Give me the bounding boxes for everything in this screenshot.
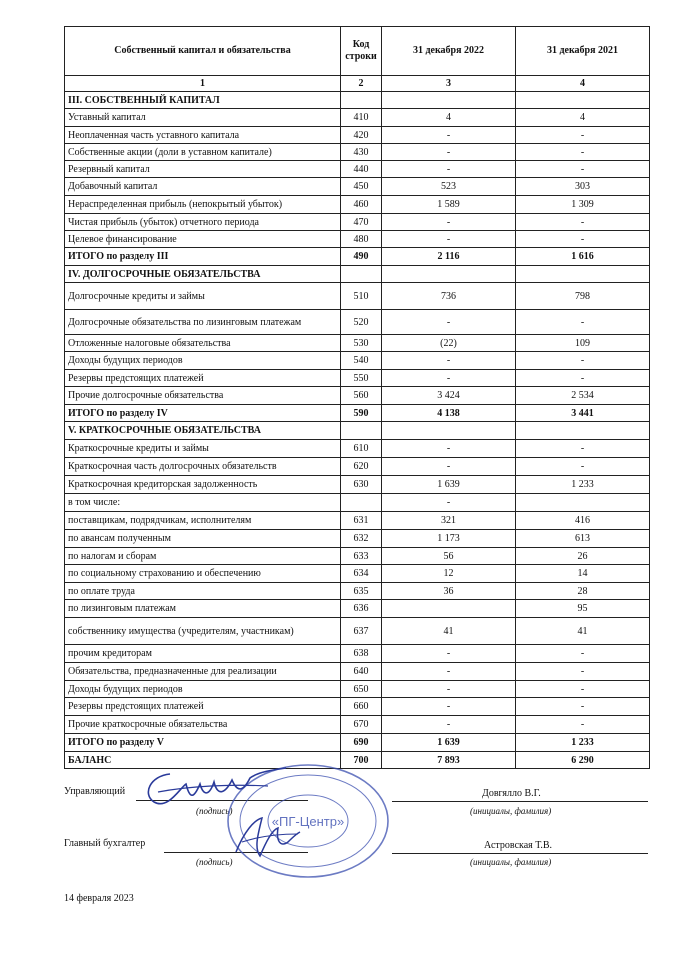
table-row	[65, 231, 650, 248]
table-row	[65, 422, 650, 440]
row-code	[341, 266, 382, 283]
row-code: 510	[341, 283, 382, 310]
table-row	[65, 734, 650, 752]
balance-table	[64, 26, 650, 769]
row-code: 520	[341, 310, 382, 335]
row-code: 560	[341, 387, 382, 405]
row-name: Уставный капитал	[65, 109, 341, 127]
row-value-2022: (22)	[382, 335, 516, 352]
table-row	[65, 458, 650, 476]
row-value-2021	[516, 92, 650, 109]
row-code: 440	[341, 161, 382, 178]
row-name: Краткосрочные кредиты и займы	[65, 440, 341, 458]
table-row	[65, 266, 650, 283]
row-name: Чистая прибыль (убыток) отчетного периода	[65, 214, 341, 231]
row-value-2022: 523	[382, 178, 516, 196]
row-value-2022: 41	[382, 618, 516, 645]
table-row	[65, 565, 650, 583]
row-code: 490	[341, 248, 382, 266]
row-value-2021: 14	[516, 565, 650, 583]
row-value-2021: -	[516, 127, 650, 144]
table-row	[65, 161, 650, 178]
table-body	[65, 92, 650, 769]
row-name: IV. ДОЛГОСРОЧНЫЕ ОБЯЗАТЕЛЬСТВА	[65, 266, 341, 283]
column-number-row	[65, 76, 650, 92]
row-value-2022: -	[382, 352, 516, 370]
row-name: Добавочный капитал	[65, 178, 341, 196]
row-value-2022: 7 893	[382, 752, 516, 769]
row-code: 634	[341, 565, 382, 583]
table-row	[65, 370, 650, 387]
row-name: ИТОГО по разделу IV	[65, 405, 341, 422]
row-value-2022: -	[382, 716, 516, 734]
table-row	[65, 127, 650, 144]
row-code	[341, 494, 382, 512]
row-value-2021: -	[516, 231, 650, 248]
row-code: 640	[341, 663, 382, 681]
row-value-2021: 303	[516, 178, 650, 196]
row-name: Доходы будущих периодов	[65, 681, 341, 698]
table-row	[65, 583, 650, 600]
table-row	[65, 178, 650, 196]
row-name: прочим кредиторам	[65, 645, 341, 663]
row-value-2021: 416	[516, 512, 650, 530]
header-2021: 31 декабря 2021	[516, 27, 650, 76]
row-code: 700	[341, 752, 382, 769]
row-code: 590	[341, 405, 382, 422]
row-value-2022: -	[382, 310, 516, 335]
row-value-2021: -	[516, 214, 650, 231]
row-name: Нераспределенная прибыль (непокрытый убыток)	[65, 196, 341, 214]
row-code: 540	[341, 352, 382, 370]
row-name: Краткосрочная часть долгосрочных обязательств	[65, 458, 341, 476]
table-row	[65, 681, 650, 698]
row-value-2022: -	[382, 698, 516, 716]
row-value-2022: -	[382, 231, 516, 248]
row-value-2021: 3 441	[516, 405, 650, 422]
table-row	[65, 645, 650, 663]
row-name: по лизинговым платежам	[65, 600, 341, 618]
row-value-2021: -	[516, 698, 650, 716]
row-name: Резервы предстоящих платежей	[65, 698, 341, 716]
row-value-2022: 2 116	[382, 248, 516, 266]
table-row	[65, 214, 650, 231]
row-code: 450	[341, 178, 382, 196]
header-name: Собственный капитал и обязательства	[65, 27, 341, 76]
table-row	[65, 663, 650, 681]
row-code: 660	[341, 698, 382, 716]
table-row	[65, 440, 650, 458]
row-value-2022: 321	[382, 512, 516, 530]
table-row	[65, 92, 650, 109]
row-code: 637	[341, 618, 382, 645]
row-code: 650	[341, 681, 382, 698]
row-name: Неоплаченная часть уставного капитала	[65, 127, 341, 144]
row-value-2022: 736	[382, 283, 516, 310]
row-value-2022	[382, 92, 516, 109]
row-code: 630	[341, 476, 382, 494]
row-name: Резервный капитал	[65, 161, 341, 178]
table-row	[65, 144, 650, 161]
row-value-2021: -	[516, 310, 650, 335]
row-value-2021: 613	[516, 530, 650, 548]
row-value-2021: -	[516, 440, 650, 458]
report-date: 14 февраля 2023	[64, 893, 134, 904]
row-name: Отложенные налоговые обязательства	[65, 335, 341, 352]
table-row	[65, 600, 650, 618]
row-value-2022	[382, 422, 516, 440]
row-value-2022	[382, 266, 516, 283]
row-name: Краткосрочная кредиторская задолженность	[65, 476, 341, 494]
row-value-2022: -	[382, 214, 516, 231]
row-value-2022: 3 424	[382, 387, 516, 405]
row-value-2021: -	[516, 370, 650, 387]
table-row	[65, 405, 650, 422]
row-code: 670	[341, 716, 382, 734]
row-value-2021: 798	[516, 283, 650, 310]
row-value-2022: -	[382, 370, 516, 387]
row-name: по авансам полученным	[65, 530, 341, 548]
row-value-2021: -	[516, 645, 650, 663]
row-code: 470	[341, 214, 382, 231]
row-value-2021: 109	[516, 335, 650, 352]
row-value-2021: -	[516, 161, 650, 178]
table-row	[65, 698, 650, 716]
row-code: 632	[341, 530, 382, 548]
row-value-2022: 1 639	[382, 476, 516, 494]
row-code: 638	[341, 645, 382, 663]
manager-name-line	[392, 801, 648, 802]
table-row	[65, 530, 650, 548]
table-row	[65, 335, 650, 352]
row-name: в том числе:	[65, 494, 341, 512]
row-value-2022: -	[382, 681, 516, 698]
table-row	[65, 387, 650, 405]
row-code: 690	[341, 734, 382, 752]
row-value-2022: 1 589	[382, 196, 516, 214]
row-name: Обязательства, предназначенные для реализации	[65, 663, 341, 681]
row-value-2022: -	[382, 144, 516, 161]
row-name: V. КРАТКОСРОЧНЫЕ ОБЯЗАТЕЛЬСТВА	[65, 422, 341, 440]
table-row	[65, 109, 650, 127]
row-value-2022: -	[382, 458, 516, 476]
row-value-2021: -	[516, 681, 650, 698]
row-value-2022: -	[382, 645, 516, 663]
table-row	[65, 494, 650, 512]
row-code: 480	[341, 231, 382, 248]
accountant-signature-icon	[232, 812, 302, 862]
row-value-2021: 95	[516, 600, 650, 618]
row-name: ИТОГО по разделу III	[65, 248, 341, 266]
row-name: Собственные акции (доли в уставном капитале)	[65, 144, 341, 161]
row-value-2021: -	[516, 144, 650, 161]
row-name: Целевое финансирование	[65, 231, 341, 248]
row-value-2021: -	[516, 716, 650, 734]
row-value-2021: -	[516, 458, 650, 476]
row-value-2022: 4 138	[382, 405, 516, 422]
col-number-2: 2	[341, 76, 382, 92]
manager-signature-hint: (подпись)	[196, 806, 233, 816]
manager-name-hint: (инициалы, фамилия)	[470, 806, 552, 816]
row-value-2021	[516, 422, 650, 440]
col-number-3: 3	[382, 76, 516, 92]
table-row	[65, 248, 650, 266]
row-name: поставщикам, подрядчикам, исполнителям	[65, 512, 341, 530]
row-value-2021	[516, 266, 650, 283]
table-row	[65, 476, 650, 494]
row-value-2021: 1 233	[516, 476, 650, 494]
row-value-2021: 1 233	[516, 734, 650, 752]
table-row	[65, 548, 650, 565]
row-name: III. СОБСТВЕННЫЙ КАПИТАЛ	[65, 92, 341, 109]
row-name: Прочие долгосрочные обязательства	[65, 387, 341, 405]
row-name: БАЛАНС	[65, 752, 341, 769]
row-code: 610	[341, 440, 382, 458]
row-name: Долгосрочные обязательства по лизинговым платежам	[65, 310, 341, 335]
row-code: 633	[341, 548, 382, 565]
manager-name: Довгялло В.Г.	[482, 788, 541, 799]
header-row	[65, 27, 650, 76]
row-value-2021: -	[516, 663, 650, 681]
table-row	[65, 716, 650, 734]
row-name: Резервы предстоящих платежей	[65, 370, 341, 387]
table-row	[65, 283, 650, 310]
accountant-name-hint: (инициалы, фамилия)	[470, 857, 552, 867]
accountant-name: Астровская Т.В.	[484, 840, 553, 851]
col-number-1: 1	[65, 76, 341, 92]
stamp-center-text: «ПГ-Центр»	[271, 814, 345, 829]
row-code: 550	[341, 370, 382, 387]
row-code: 420	[341, 127, 382, 144]
row-value-2022: -	[382, 127, 516, 144]
col-number-4: 4	[516, 76, 650, 92]
row-value-2022: 12	[382, 565, 516, 583]
row-value-2022	[382, 600, 516, 618]
header-2022: 31 декабря 2022	[382, 27, 516, 76]
header-code-label: Код строки	[345, 39, 377, 62]
row-value-2022: 1 639	[382, 734, 516, 752]
row-value-2022: -	[382, 161, 516, 178]
row-code: 636	[341, 600, 382, 618]
row-value-2021: 1 616	[516, 248, 650, 266]
row-value-2022: -	[382, 440, 516, 458]
row-name: Доходы будущих периодов	[65, 352, 341, 370]
row-name: собственнику имущества (учредителям, участникам)	[65, 618, 341, 645]
row-code	[341, 422, 382, 440]
row-value-2021: -	[516, 352, 650, 370]
row-value-2021: 28	[516, 583, 650, 600]
row-code: 530	[341, 335, 382, 352]
row-value-2021: 6 290	[516, 752, 650, 769]
table-row	[65, 352, 650, 370]
accountant-role: Главный бухгалтер	[64, 838, 146, 849]
row-value-2021: 26	[516, 548, 650, 565]
row-code: 620	[341, 458, 382, 476]
header-code	[341, 27, 382, 76]
table-row	[65, 310, 650, 335]
row-value-2022: -	[382, 663, 516, 681]
row-name: по налогам и сборам	[65, 548, 341, 565]
row-code	[341, 92, 382, 109]
row-name: Долгосрочные кредиты и займы	[65, 283, 341, 310]
row-name: по социальному страхованию и обеспечению	[65, 565, 341, 583]
row-value-2021: 41	[516, 618, 650, 645]
manager-signature-icon	[140, 764, 290, 812]
row-value-2021: 2 534	[516, 387, 650, 405]
table-row	[65, 196, 650, 214]
row-code: 460	[341, 196, 382, 214]
row-code: 430	[341, 144, 382, 161]
accountant-name-line	[392, 853, 648, 854]
row-name: по оплате труда	[65, 583, 341, 600]
manager-role: Управляющий	[64, 786, 126, 797]
row-code: 631	[341, 512, 382, 530]
row-name: Прочие краткосрочные обязательства	[65, 716, 341, 734]
table-row	[65, 618, 650, 645]
table-row	[65, 512, 650, 530]
row-value-2022: 56	[382, 548, 516, 565]
row-value-2021: 4	[516, 109, 650, 127]
row-value-2021	[516, 494, 650, 512]
row-value-2021: 1 309	[516, 196, 650, 214]
row-value-2022: -	[382, 494, 516, 512]
accountant-signature-hint: (подпись)	[196, 857, 233, 867]
row-name: ИТОГО по разделу V	[65, 734, 341, 752]
row-code: 635	[341, 583, 382, 600]
row-code: 410	[341, 109, 382, 127]
row-value-2022: 1 173	[382, 530, 516, 548]
row-value-2022: 36	[382, 583, 516, 600]
row-value-2022: 4	[382, 109, 516, 127]
